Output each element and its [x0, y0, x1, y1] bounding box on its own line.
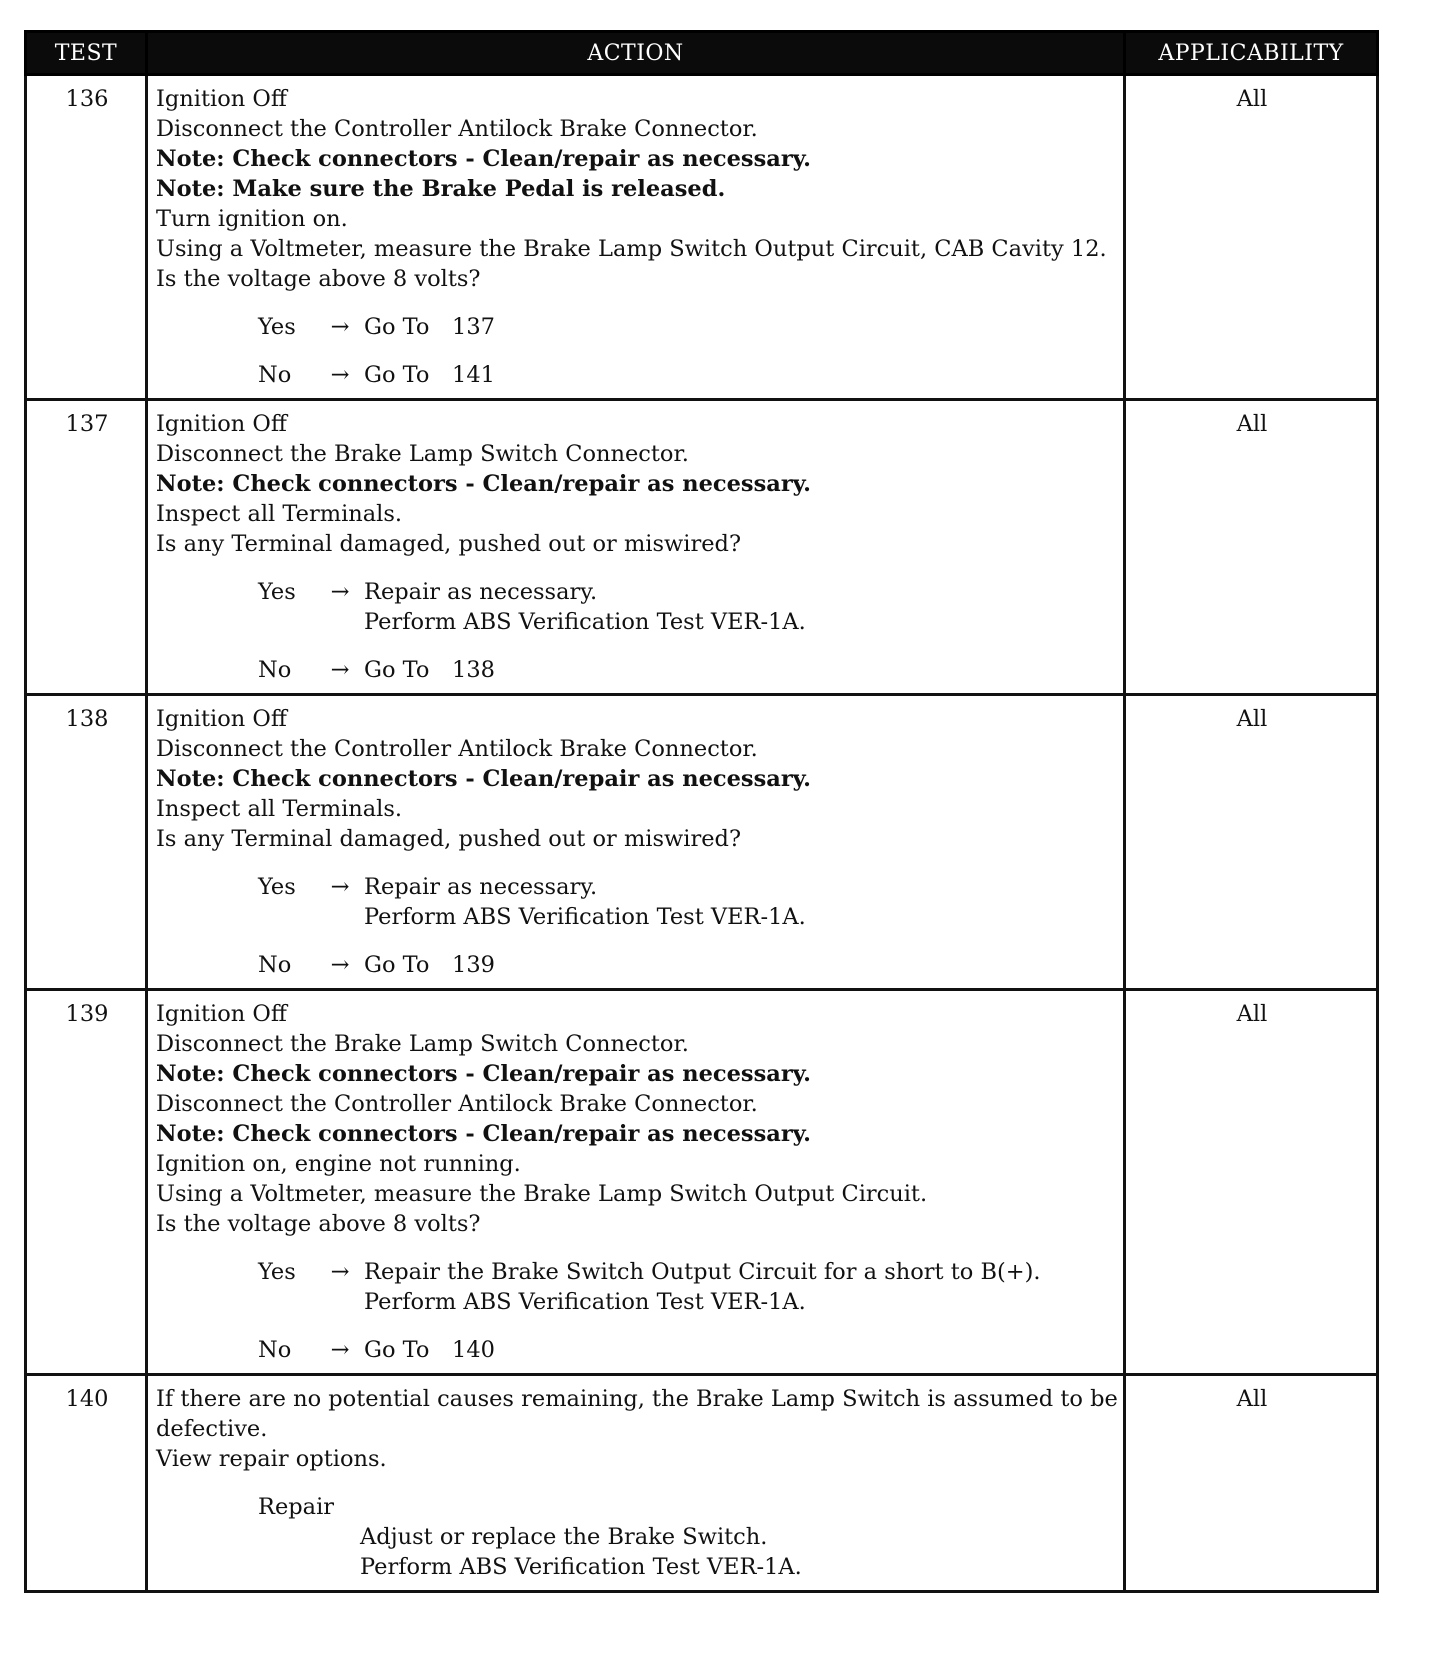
yes-label: Yes — [258, 579, 296, 605]
action-line: Using a Voltmeter, measure the Brake Lamp Switch Output Circuit. — [156, 1181, 928, 1207]
goto-target: 139 — [452, 952, 495, 978]
result-line: Perform ABS Verification Test VER-1A. — [364, 904, 806, 930]
action-line: Is the voltage above 8 volts? — [156, 1211, 481, 1237]
test-number: 140 — [26, 1375, 147, 1592]
no-option — [258, 360, 1117, 390]
no-label: No — [258, 362, 292, 388]
no-option — [258, 950, 1117, 980]
no-result — [364, 360, 1117, 390]
action-line: Disconnect the Controller Antilock Brake Connector. — [156, 1091, 758, 1117]
action-line: If there are no potential causes remaining, the Brake Lamp Switch is assumed to be — [156, 1386, 1118, 1412]
goto-target: 141 — [452, 362, 495, 388]
test-number: 138 — [26, 695, 147, 990]
applicability-value: All — [1125, 695, 1378, 990]
yes-option — [258, 872, 1117, 932]
goto-instruction — [364, 312, 1117, 342]
yes-result — [364, 1257, 1117, 1317]
repair-label: Repair — [258, 1494, 335, 1520]
goto-instruction — [364, 1335, 1117, 1365]
no-label: No — [258, 657, 292, 683]
result-line: Repair as necessary. — [364, 874, 598, 900]
yes-label: Yes — [258, 1259, 296, 1285]
action-line: Disconnect the Controller Antilock Brake Connector. — [156, 116, 758, 142]
yes-result — [364, 577, 1117, 637]
no-option — [258, 655, 1117, 685]
goto-instruction — [364, 950, 1117, 980]
right-arrow-icon: → — [330, 657, 350, 683]
goto-target: 138 — [452, 657, 495, 683]
right-arrow-icon: → — [330, 314, 350, 340]
spacer — [156, 1474, 1117, 1492]
result-line: Perform ABS Verification Test VER-1A. — [364, 609, 806, 635]
action-line: Turn ignition on. — [156, 206, 348, 232]
yes-label: Yes — [258, 874, 296, 900]
action-line: Using a Voltmeter, measure the Brake Lamp Switch Output Circuit, CAB Cavity 12. — [156, 236, 1107, 262]
no-result — [364, 655, 1117, 685]
goto-instruction — [364, 655, 1117, 685]
table-row — [26, 695, 1378, 990]
yes-label: Yes — [258, 314, 296, 340]
no-result — [364, 1335, 1117, 1365]
applicability-value: All — [1125, 1375, 1378, 1592]
action-cell — [147, 990, 1125, 1375]
yes-result — [364, 872, 1117, 932]
goto-label: Go To — [364, 1337, 430, 1363]
action-line: View repair options. — [156, 1446, 387, 1472]
action-line: Ignition on, engine not running. — [156, 1151, 521, 1177]
yes-option — [258, 1257, 1117, 1317]
table-header-row — [26, 32, 1378, 75]
goto-target: 137 — [452, 314, 495, 340]
action-line: Ignition Off — [156, 86, 287, 112]
goto-target: 140 — [452, 1337, 495, 1363]
action-line: Disconnect the Brake Lamp Switch Connector. — [156, 441, 689, 467]
diagnostic-test-table — [24, 30, 1379, 1593]
repair-line: Perform ABS Verification Test VER-1A. — [360, 1554, 802, 1580]
action-line: Inspect all Terminals. — [156, 501, 403, 527]
note-line: Note: Make sure the Brake Pedal is released. — [156, 176, 726, 202]
right-arrow-icon: → — [330, 952, 350, 978]
note-line: Note: Check connectors - Clean/repair as necessary. — [156, 766, 811, 792]
note-line: Note: Check connectors - Clean/repair as necessary. — [156, 1121, 811, 1147]
goto-label: Go To — [364, 362, 430, 388]
goto-label: Go To — [364, 314, 430, 340]
spacer — [156, 1239, 1117, 1257]
goto-label: Go To — [364, 952, 430, 978]
action-line: Inspect all Terminals. — [156, 796, 403, 822]
result-line: Repair as necessary. — [364, 579, 598, 605]
action-line: Ignition Off — [156, 1001, 287, 1027]
action-line: Ignition Off — [156, 411, 287, 437]
no-label: No — [258, 1337, 292, 1363]
yes-result — [364, 312, 1117, 342]
header-applicability: APPLICABILITY — [1125, 32, 1378, 75]
header-test: TEST — [26, 32, 147, 75]
action-line: Is any Terminal damaged, pushed out or miswired? — [156, 531, 742, 557]
test-number: 136 — [26, 75, 147, 400]
action-cell — [147, 1375, 1125, 1592]
note-line: Note: Check connectors - Clean/repair as necessary. — [156, 146, 811, 172]
spacer — [156, 854, 1117, 872]
repair-line: Adjust or replace the Brake Switch. — [360, 1524, 768, 1550]
no-result — [364, 950, 1117, 980]
spacer — [156, 294, 1117, 312]
action-cell — [147, 695, 1125, 990]
action-line: Disconnect the Brake Lamp Switch Connector. — [156, 1031, 689, 1057]
table-row — [26, 990, 1378, 1375]
test-number: 137 — [26, 400, 147, 695]
action-line: Is the voltage above 8 volts? — [156, 266, 481, 292]
repair-options — [258, 1492, 1117, 1582]
applicability-value: All — [1125, 400, 1378, 695]
goto-instruction — [364, 360, 1117, 390]
action-line: defective. — [156, 1416, 268, 1442]
no-option — [258, 1335, 1117, 1365]
note-line: Note: Check connectors - Clean/repair as necessary. — [156, 1061, 811, 1087]
right-arrow-icon: → — [330, 1259, 350, 1285]
yes-option — [258, 577, 1117, 637]
header-action: ACTION — [147, 32, 1125, 75]
right-arrow-icon: → — [330, 579, 350, 605]
goto-label: Go To — [364, 657, 430, 683]
table-row — [26, 75, 1378, 400]
note-line: Note: Check connectors - Clean/repair as necessary. — [156, 471, 811, 497]
table-body — [26, 75, 1378, 1592]
table-row — [26, 1375, 1378, 1592]
right-arrow-icon: → — [330, 362, 350, 388]
applicability-value: All — [1125, 990, 1378, 1375]
yes-option — [258, 312, 1117, 342]
right-arrow-icon: → — [330, 1337, 350, 1363]
right-arrow-icon: → — [330, 874, 350, 900]
action-cell — [147, 75, 1125, 400]
action-line: Is any Terminal damaged, pushed out or miswired? — [156, 826, 742, 852]
applicability-value: All — [1125, 75, 1378, 400]
no-label: No — [258, 952, 292, 978]
spacer — [156, 559, 1117, 577]
action-line: Disconnect the Controller Antilock Brake Connector. — [156, 736, 758, 762]
result-line: Perform ABS Verification Test VER-1A. — [364, 1289, 806, 1315]
test-number: 139 — [26, 990, 147, 1375]
result-line: Repair the Brake Switch Output Circuit for a short to B(+). — [364, 1259, 1041, 1285]
action-cell — [147, 400, 1125, 695]
action-line: Ignition Off — [156, 706, 287, 732]
table-row — [26, 400, 1378, 695]
diagnostic-test-page — [24, 30, 1376, 1593]
